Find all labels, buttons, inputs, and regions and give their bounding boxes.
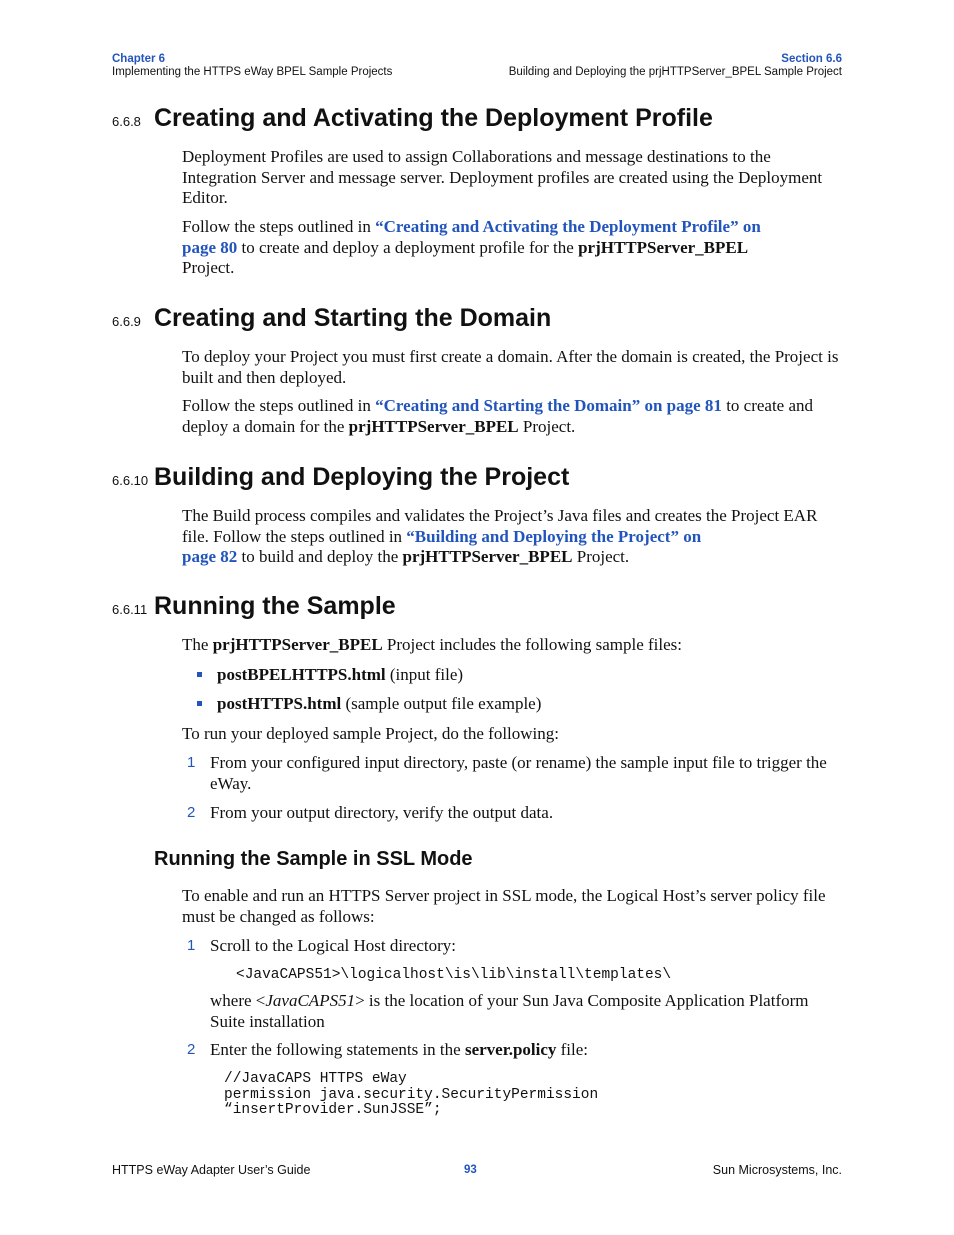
- paragraph: [182, 396, 842, 437]
- text-run: to build and deploy the: [237, 547, 403, 566]
- code-path: <JavaCAPS51>\logicalhost\is\lib\install\templates\: [236, 967, 672, 983]
- text-run: (input file): [385, 665, 464, 684]
- section-number: 6.6.9: [112, 314, 141, 329]
- link-text: page 80: [182, 237, 238, 257]
- section-number: 6.6.10: [112, 473, 149, 488]
- bold-term: postBPELHTTPS.html: [217, 665, 386, 684]
- section-number: 6.6.11: [112, 602, 148, 617]
- bullet-icon: [197, 701, 202, 706]
- paragraph: [182, 217, 842, 279]
- bold-term: server.policy: [464, 1040, 557, 1059]
- text-run: to create and deploy a deployment profile for the: [237, 237, 579, 257]
- text-run: Project.: [182, 258, 235, 277]
- heading-text: Building and Deploying the Project: [154, 463, 570, 491]
- text-run: > is the location of your Sun Java Composite Application Platform Suite installation: [210, 991, 809, 1031]
- link-text: page 82: [182, 547, 238, 566]
- step-number: 1: [187, 937, 196, 954]
- footer-title: HTTPS eWay Adapter User’s Guide: [112, 1163, 311, 1177]
- text-run: Project includes the following sample files:: [382, 635, 682, 654]
- step-text: Scroll to the Logical Host directory:: [210, 936, 456, 955]
- page-number: 93: [464, 1164, 477, 1176]
- paragraph: [182, 506, 842, 568]
- text-run: Follow the steps outlined in: [182, 396, 376, 415]
- step-text: [210, 1040, 835, 1061]
- text-run: Project.: [572, 547, 630, 566]
- italic-term: JavaCAPS51: [265, 991, 356, 1010]
- step-number: 1: [187, 754, 196, 771]
- heading-text: Running the Sample: [154, 592, 396, 620]
- code-block: [224, 1072, 598, 1119]
- text-run: The: [182, 635, 213, 654]
- subheading: Running the Sample in SSL Mode: [154, 848, 473, 870]
- bold-term: prjHTTPServer_BPEL: [212, 635, 383, 654]
- heading-6-6-9: [112, 304, 551, 333]
- text-run: (sample output file example): [341, 694, 542, 713]
- paragraph: Deployment Profiles are used to assign Collaborations and message destinations to the Integration Server and message server. Deployment profiles are created using the Deployment Editor.: [182, 147, 823, 207]
- chapter-title: Implementing the HTTPS eWay BPEL Sample Projects: [112, 66, 393, 78]
- text-run: Enter the following statements in the: [210, 1040, 465, 1059]
- section-label: Section 6.6: [781, 53, 842, 65]
- text-run: where <: [210, 991, 266, 1010]
- code-line: permission java.security.SecurityPermission: [224, 1086, 599, 1103]
- section-title: Building and Deploying the prjHTTPServer_BPEL Sample Project: [508, 66, 842, 78]
- bold-term: prjHTTPServer_BPEL: [578, 237, 749, 257]
- heading-6-6-10: [112, 463, 569, 492]
- paragraph: [182, 635, 842, 656]
- link-text: “Building and Deploying the Project” on: [406, 526, 702, 546]
- code-line: //JavaCAPS HTTPS eWay: [224, 1071, 407, 1087]
- bold-term: prjHTTPServer_BPEL: [348, 416, 519, 436]
- text-run: Project.: [518, 416, 576, 436]
- code-line: “insertProvider.SunJSSE”;: [224, 1102, 442, 1118]
- bold-term: postHTTPS.html: [217, 694, 342, 713]
- footer-company: Sun Microsystems, Inc.: [712, 1163, 842, 1177]
- text-run: file:: [556, 1040, 589, 1059]
- step-text: From your output directory, verify the output data.: [210, 803, 554, 822]
- section-number: 6.6.8: [112, 114, 141, 129]
- step-number: 2: [187, 1041, 196, 1058]
- heading-6-6-11: [112, 592, 396, 621]
- text-run: Follow the steps outlined in: [182, 217, 376, 236]
- heading-text: Creating and Activating the Deployment Profile: [154, 104, 713, 132]
- paragraph: To run your deployed sample Project, do the following:: [182, 724, 559, 743]
- step-text: From your configured input directory, paste (or rename) the sample input file to trigger the eWay.: [210, 753, 827, 793]
- step-number: 2: [187, 804, 196, 821]
- heading-text: Creating and Starting the Domain: [154, 304, 552, 332]
- link-text: “Creating and Activating the Deployment Profile” on: [375, 217, 761, 236]
- text-run: The Build process compiles and validates the Project’s Java files and creates the Project EAR file. Follow the steps outlined in: [182, 506, 818, 546]
- paragraph: To enable and run an HTTPS Server project in SSL mode, the Logical Host’s server policy file must be changed as follows:: [182, 886, 826, 926]
- bold-term: prjHTTPServer_BPEL: [402, 547, 573, 566]
- heading-6-6-8: [112, 104, 713, 133]
- xref-link[interactable]: “Creating and Starting the Domain” on page 81: [375, 396, 722, 415]
- paragraph: [210, 991, 835, 1032]
- paragraph: To deploy your Project you must first create a domain. After the domain is created, the Project is built and then deployed.: [182, 347, 839, 387]
- chapter-label: Chapter 6: [112, 53, 166, 65]
- bullet-icon: [197, 672, 202, 677]
- text-run: to create and deploy a domain for the: [182, 396, 814, 436]
